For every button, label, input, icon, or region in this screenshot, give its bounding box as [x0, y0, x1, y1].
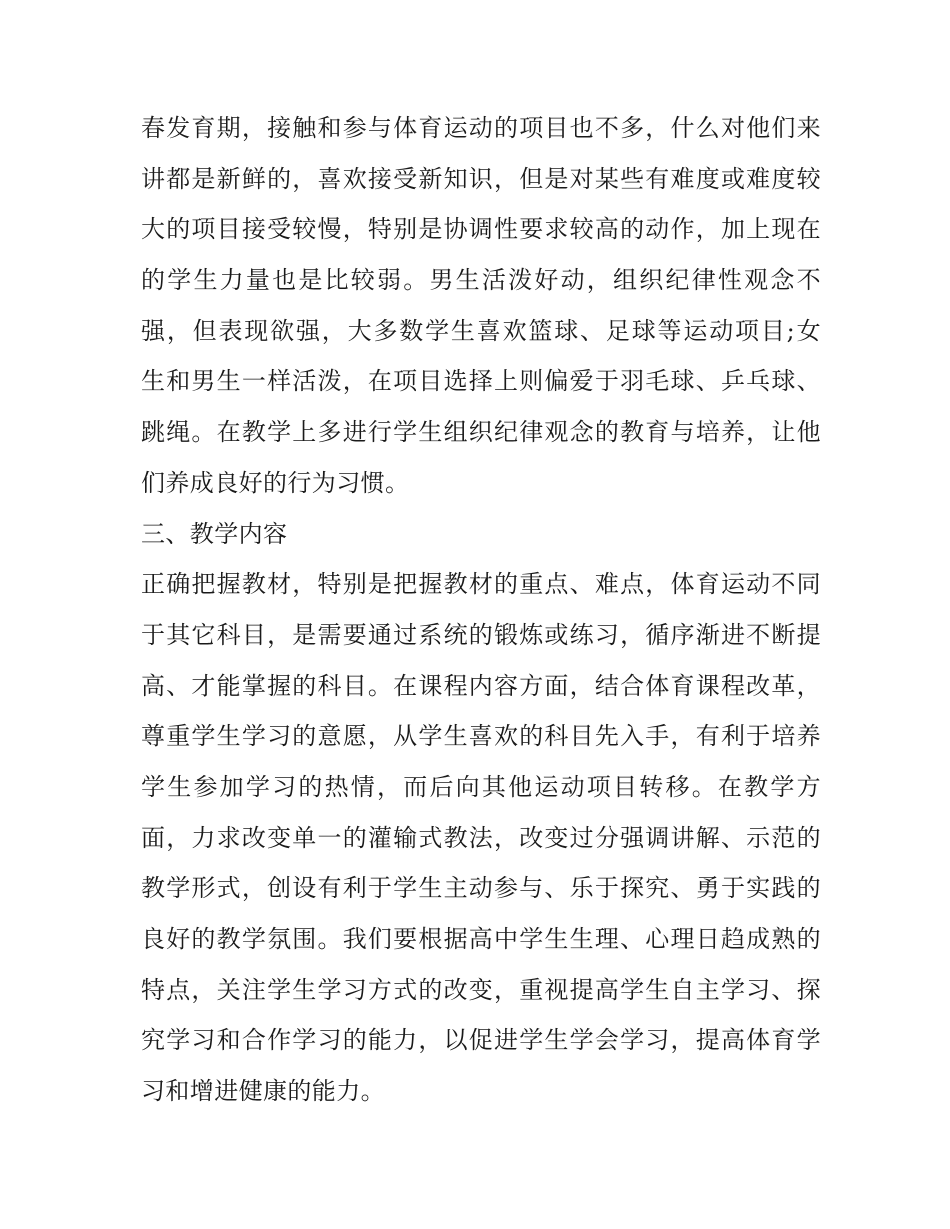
paragraph-line: 究学习和合作学习的能力，以促进学生学会学习，提高体育学	[141, 1026, 821, 1055]
paragraph-line: 高、才能掌握的科目。在课程内容方面，结合体育课程改革，	[141, 671, 821, 700]
paragraph-line: 生和男生一样活泼，在项目选择上则偏爱于羽毛球、乒乓球、	[141, 367, 821, 396]
paragraph-line: 面，力求改变单一的灌输式教法，改变过分强调讲解、示范的	[141, 823, 821, 852]
paragraph-line: 讲都是新鲜的，喜欢接受新知识，但是对某些有难度或难度较	[141, 164, 821, 193]
paragraph-line: 习和增进健康的能力。	[141, 1077, 385, 1106]
section-heading: 三、教学内容	[141, 519, 288, 548]
paragraph-line: 大的项目接受较慢，特别是协调性要求较高的动作，加上现在	[141, 215, 821, 244]
paragraph-line: 跳绳。在教学上多进行学生组织纪律观念的教育与培养，让他	[141, 418, 821, 447]
paragraph-line: 们养成良好的行为习惯。	[141, 468, 410, 497]
paragraph-line: 春发育期，接触和参与体育运动的项目也不多，什么对他们来	[141, 114, 821, 142]
paragraph-line: 正确把握教材，特别是把握教材的重点、难点，体育运动不同	[141, 570, 821, 599]
paragraph-line: 特点，关注学生学习方式的改变，重视提高学生自主学习、探	[141, 975, 821, 1004]
paragraph-line: 学生参加学习的热情，而后向其他运动项目转移。在教学方	[141, 772, 821, 801]
paragraph-line: 教学形式，创设有利于学生主动参与、乐于探究、勇于实践的	[141, 874, 821, 903]
paragraph-line: 尊重学生学习的意愿，从学生喜欢的科目先入手，有利于培养	[141, 722, 821, 751]
document-body	[141, 103, 821, 1117]
paragraph-line: 于其它科目，是需要通过系统的锻炼或练习，循序渐进不断提	[141, 620, 821, 649]
paragraph-line: 良好的教学氛围。我们要根据高中学生生理、心理日趋成熟的	[141, 925, 821, 953]
paragraph-line: 的学生力量也是比较弱。男生活泼好动，组织纪律性观念不	[141, 266, 821, 295]
paragraph-line: 强，但表现欲强，大多数学生喜欢篮球、足球等运动项目;女	[141, 316, 821, 345]
